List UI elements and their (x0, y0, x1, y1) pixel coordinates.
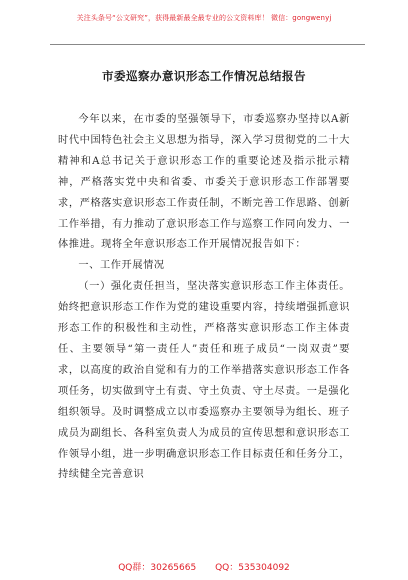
qq-number: QQ：535304092 (215, 563, 290, 573)
footer-contact (0, 560, 408, 573)
paragraph-intro: 今年以来，在市委的坚强领导下，市委巡察办坚持以A新时代中国特色社会主义思想为指导，深入学习贯彻党的二十大精神和A总书记关于意识形态工作的重要论述及指示批示精神，严格落实党中央和省委、市委关于意识形态工作部署要求，严格落实意识形态工作责任制，不断完善工作思路、创新工作举措，有力推动了意识形态工作与巡察工作同向发力、一体推进。现将全年意识形态工作开展情况报告如下： (58, 114, 350, 251)
qq-group: QQ群：30265665 (118, 563, 197, 573)
document-title: 市委巡察办意识形态工作情况总结报告 (102, 69, 306, 83)
header-divider (50, 44, 365, 45)
paragraph-section-1: （一）强化责任担当，坚决落实意识形态工作主体责任。始终把意识形态工作作为党的建设重要内容，持续增强抓意识形态工作的积极性和主动性，严格落实意识形态工作主体责任、主要领导“第一责任人”责任和班子成员“一岗双责”要求，以高度的政治自觉和有力的工作举措落实意识形态工作各项任务，切实做到守土有责、守土负责、守土尽责。一是强化组织领导。及时调整成立以市委巡察办主要领导为组长、班子成员为副组长、各科室负责人为成员的宣传思想和意识形态工作领导小组，进一步明确意识形态工作目标责任和任务分工，持续健全完善意识 (58, 281, 350, 481)
section-heading: 一、工作开展情况 (78, 260, 165, 272)
header-note: 关注头条号“公文研究”，获得最新最全最专业的公文资料库！ 微信：gongwenyj (76, 14, 332, 22)
document-body (58, 110, 350, 486)
